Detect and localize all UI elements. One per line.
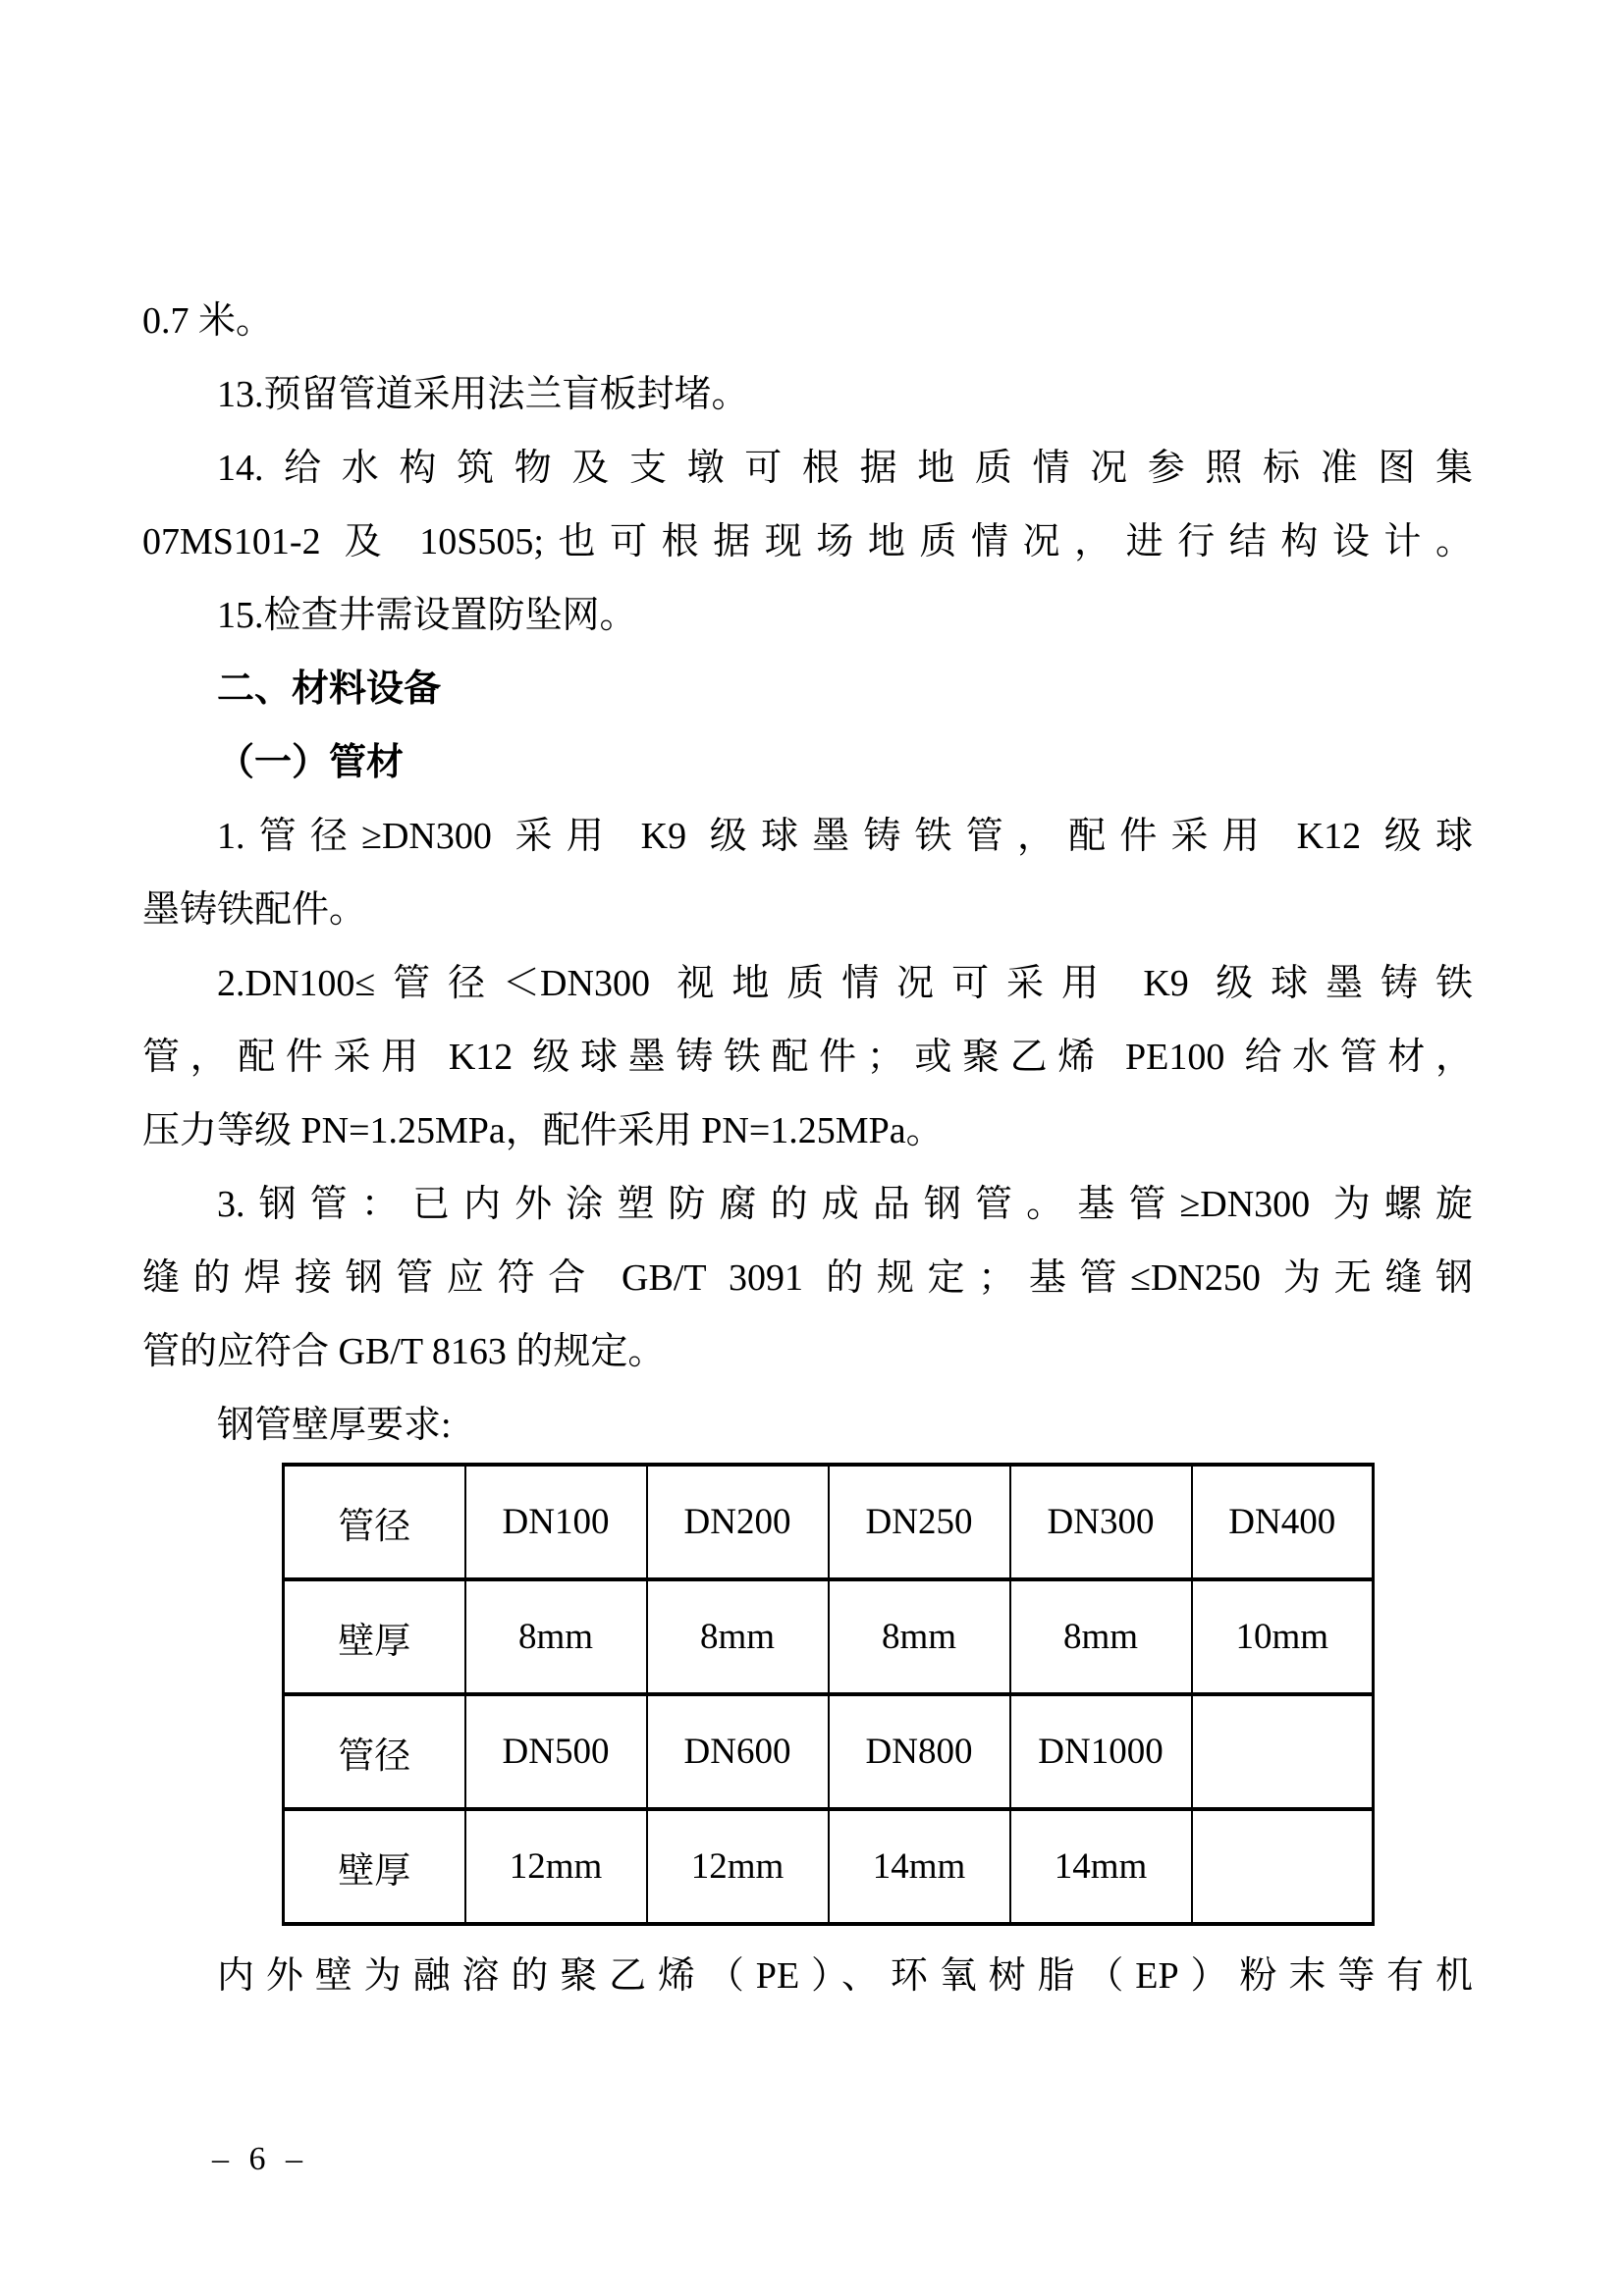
table-cell: DN300 [1010,1465,1192,1579]
table-cell: 8mm [647,1579,829,1694]
body-line-item-2-cont2: 压力等级 PN=1.25MPa，配件采用 PN=1.25MPa。 [142,1110,944,1151]
table-cell: DN800 [829,1694,1010,1809]
wall-thickness-table [282,1463,1375,1926]
body-line-item-3-cont1: 缝的焊接钢管应符合 GB/T 3091 的规定；基管≤DN250 为无缝钢 [142,1257,1473,1299]
table-cell: 8mm [1010,1579,1192,1694]
table-cell: 14mm [829,1809,1010,1924]
table-row [284,1579,1374,1694]
table-row [284,1809,1374,1924]
table-cell: DN400 [1192,1465,1374,1579]
body-line-item-3-cont2: 管的应符合 GB/T 8163 的规定。 [142,1331,666,1372]
table-cell: 12mm [647,1809,829,1924]
body-line-item-15: 15.检查井需设置防坠网。 [217,595,637,636]
table-cell: DN1000 [1010,1694,1192,1809]
table-cell: 10mm [1192,1579,1374,1694]
table-cell: DN200 [647,1465,829,1579]
body-line-item-3: 3.钢管：已内外涂塑防腐的成品钢管。基管≥DN300 为螺旋 [217,1184,1473,1225]
table-cell: 8mm [829,1579,1010,1694]
table-row-label: 管径 [284,1465,465,1579]
body-line-item-14: 14.给水构筑物及支墩可根据地质情况参照标准图集 [217,448,1473,489]
table-row [284,1465,1374,1579]
table-row-label: 管径 [284,1694,465,1809]
table-cell [1192,1694,1374,1809]
subsection-heading: （一）管材 [217,742,405,783]
body-line-item-13: 13.预留管道采用法兰盲板封堵。 [217,374,749,415]
body-line-continuation: 0.7 米。 [142,300,274,342]
body-line-item-14-cont: 07MS101-2 及 10S505;也可根据现场地质情况，进行结构设计。 [142,521,1473,562]
table-cell: DN250 [829,1465,1010,1579]
table-cell: 14mm [1010,1809,1192,1924]
table-row [284,1694,1374,1809]
body-line-item-1-cont: 墨铸铁配件。 [142,889,367,931]
table-row-label: 壁厚 [284,1579,465,1694]
table-cell [1192,1809,1374,1924]
table-caption-line: 钢管壁厚要求: [217,1405,452,1446]
page-content [142,285,1473,2013]
table-cell: DN100 [465,1465,647,1579]
body-line-item-2: 2.DN100≤管径＜DN300 视地质情况可采用 K9 级球墨铸铁 [217,963,1473,1004]
body-line-item-1: 1.管径≥DN300 采用 K9 级球墨铸铁管，配件采用 K12 级球 [217,816,1473,857]
table-cell: DN600 [647,1694,829,1809]
page-number: – 6 – [212,2141,308,2177]
table-cell: 12mm [465,1809,647,1924]
table-cell: DN500 [465,1694,647,1809]
table-cell: 8mm [465,1579,647,1694]
table-row-label: 壁厚 [284,1809,465,1924]
body-line-item-2-cont1: 管，配件采用 K12 级球墨铸铁配件；或聚乙烯 PE100 给水管材， [142,1037,1473,1078]
body-line-after-table: 内外壁为融溶的聚乙烯（PE）、环氧树脂（EP）粉末等有机 [217,1955,1473,1997]
section-heading: 二、材料设备 [217,668,442,710]
